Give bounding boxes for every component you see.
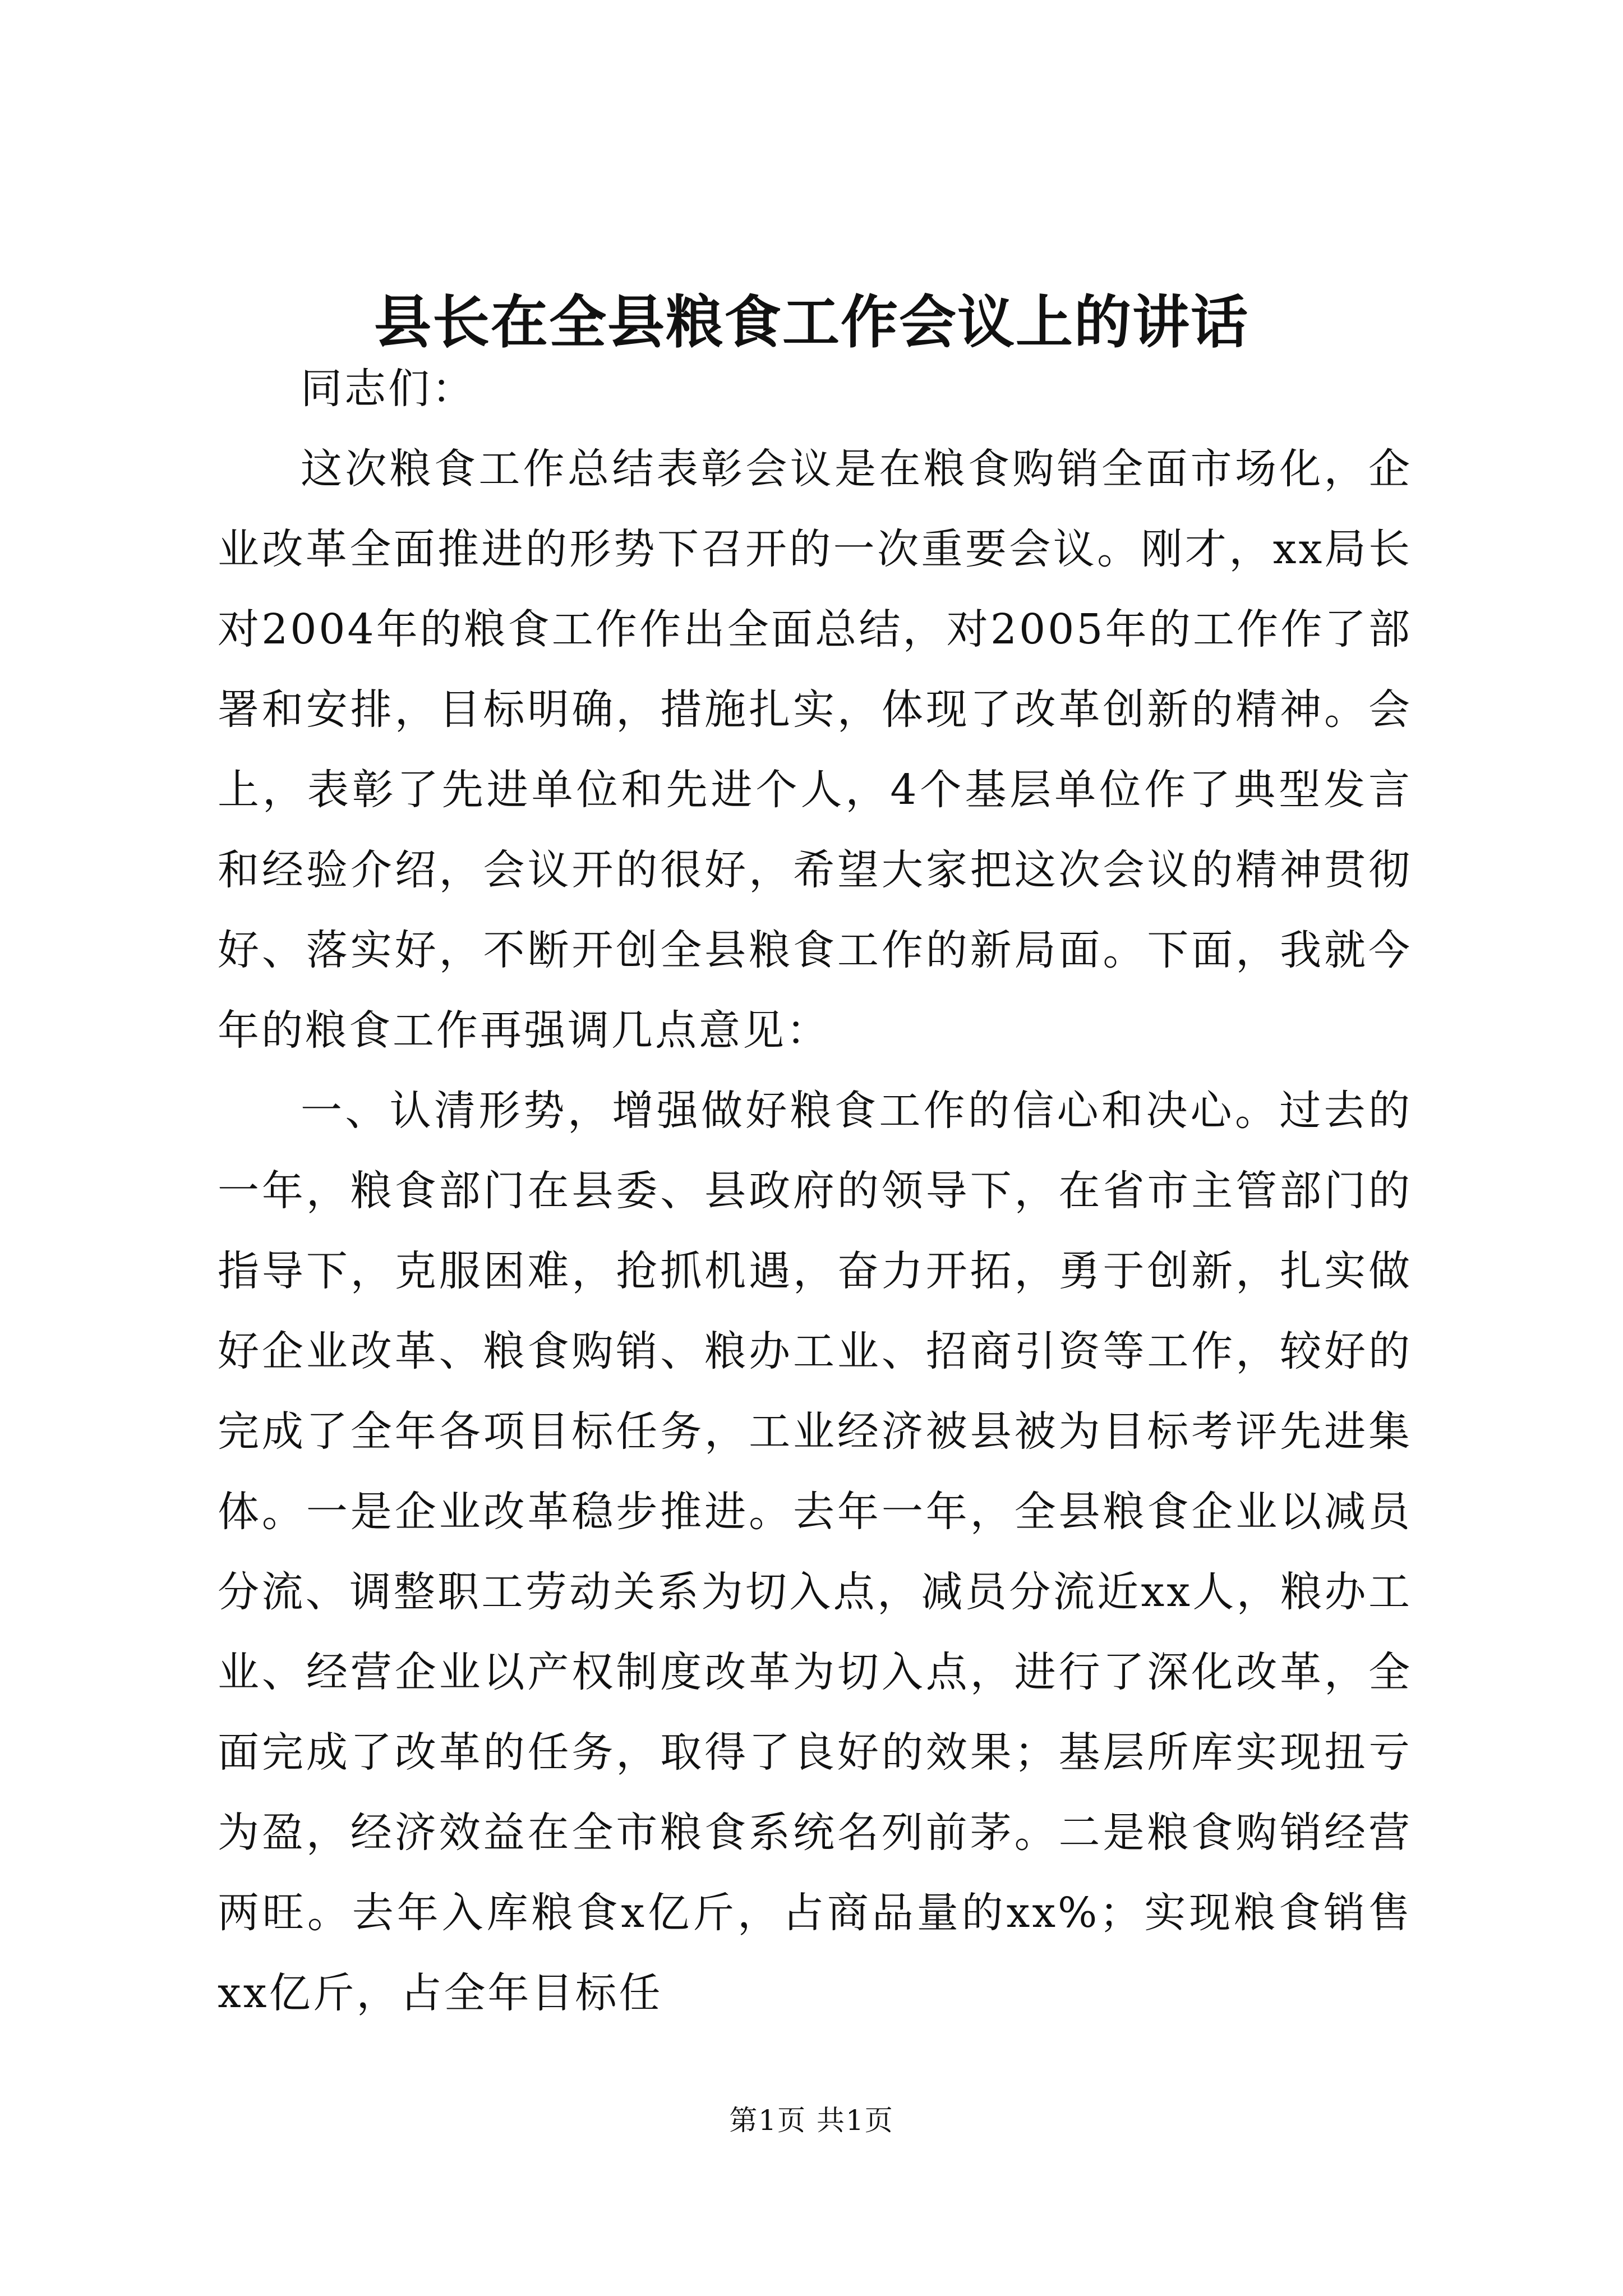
- intro-paragraph: 这次粮食工作总结表彰会议是在粮食购销全面市场化，企业改革全面推进的形势下召开的一次重要会议。刚才，xx局长对2004年的粮食工作作出全面总结，对2005年的工作作了部署和安排，目标明确，措施扎实，体现了改革创新的精神。会上，表彰了先进单位和先进个人，4个基层单位作了典型发言和经验介绍，会议开的很好，希望大家把这次会议的精神贯彻好、落实好，不断开创全县粮食工作的新局面。下面，我就今年的粮食工作再强调几点意见：: [218, 445, 1412, 1055]
- salutation-paragraph: 同志们：: [301, 365, 476, 413]
- section-one-paragraph: 一、认清形势，增强做好粮食工作的信心和决心。过去的一年，粮食部门在县委、县政府的领导下，在省市主管部门的指导下，克服困难，抢抓机遇，奋力开拓，勇于创新，扎实做好企业改革、粮食购销、粮办工业、招商引资等工作，较好的完成了全年各项目标任务，工业经济被县被为目标考评先进集体。一是企业改革稳步推进。去年一年，全县粮食企业以减员分流、调整职工劳动关系为切入点，减员分流近xx人，粮办工业、经营企业以产权制度改革为切入点，进行了深化改革，全面完成了改革的任务，取得了良好的效果；基层所库实现扭亏为盈，经济效益在全市粮食系统名列前茅。二是粮食购销经营两旺。去年入库粮食x亿斤，占商品量的xx%；实现粮食销售xx亿斤，占全年目标任: [218, 1087, 1412, 2017]
- document-title: 县长在全县粮食工作会议上的讲话: [374, 289, 1249, 356]
- document-body: [218, 349, 1412, 2033]
- page-number-footer: 第1页 共1页: [729, 2104, 894, 2137]
